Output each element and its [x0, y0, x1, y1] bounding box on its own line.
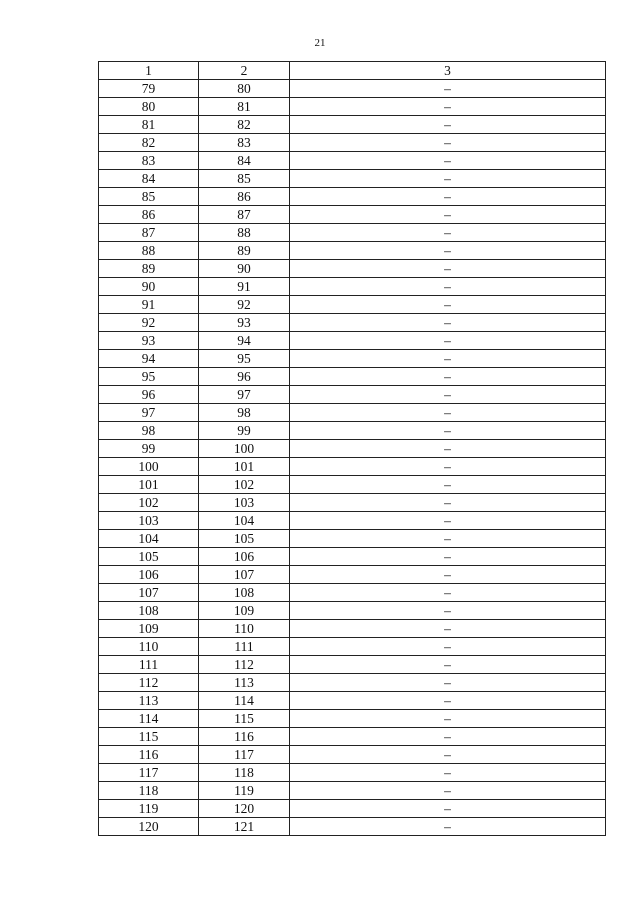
table-row [99, 584, 606, 602]
table-cell-col-2: 101 [199, 458, 290, 476]
table-cell-col-3: – [290, 764, 606, 782]
table-cell-col-1: 92 [99, 314, 199, 332]
table-row [99, 422, 606, 440]
table-row [99, 296, 606, 314]
table-cell-col-1: 85 [99, 188, 199, 206]
table-cell-col-2: 120 [199, 800, 290, 818]
table-row [99, 278, 606, 296]
table-cell-col-1: 111 [99, 656, 199, 674]
table-cell-col-2: 87 [199, 206, 290, 224]
table-cell-col-3: – [290, 386, 606, 404]
table-cell-col-3: – [290, 170, 606, 188]
table-cell-col-3: – [290, 800, 606, 818]
table-cell-col-2: 107 [199, 566, 290, 584]
table-cell-col-1: 99 [99, 440, 199, 458]
table-row [99, 710, 606, 728]
table-row [99, 566, 606, 584]
table-cell-col-1: 94 [99, 350, 199, 368]
data-table [98, 61, 606, 836]
table-cell-col-1: 115 [99, 728, 199, 746]
table-row [99, 386, 606, 404]
table-cell-col-2: 118 [199, 764, 290, 782]
table-cell-col-3: – [290, 746, 606, 764]
table-cell-col-2: 83 [199, 134, 290, 152]
table-row [99, 782, 606, 800]
table-cell-col-3: – [290, 548, 606, 566]
column-header-2: 2 [199, 62, 290, 80]
table-cell-col-3: – [290, 440, 606, 458]
table-cell-col-1: 101 [99, 476, 199, 494]
table-cell-col-3: – [290, 458, 606, 476]
table-row [99, 458, 606, 476]
table-cell-col-2: 114 [199, 692, 290, 710]
table-row [99, 350, 606, 368]
table-cell-col-2: 99 [199, 422, 290, 440]
table-cell-col-2: 90 [199, 260, 290, 278]
table-cell-col-3: – [290, 134, 606, 152]
table-cell-col-2: 97 [199, 386, 290, 404]
table-row [99, 530, 606, 548]
table-row [99, 404, 606, 422]
table-cell-col-3: – [290, 566, 606, 584]
table-cell-col-1: 109 [99, 620, 199, 638]
table-cell-col-1: 119 [99, 800, 199, 818]
table-cell-col-2: 103 [199, 494, 290, 512]
table-cell-col-3: – [290, 350, 606, 368]
table-cell-col-2: 95 [199, 350, 290, 368]
table-cell-col-3: – [290, 602, 606, 620]
table-cell-col-1: 84 [99, 170, 199, 188]
table-cell-col-1: 116 [99, 746, 199, 764]
table-cell-col-3: – [290, 710, 606, 728]
table-cell-col-3: – [290, 332, 606, 350]
table-cell-col-1: 89 [99, 260, 199, 278]
table-cell-col-2: 88 [199, 224, 290, 242]
table-cell-col-3: – [290, 512, 606, 530]
table-cell-col-3: – [290, 584, 606, 602]
table-cell-col-2: 100 [199, 440, 290, 458]
table-cell-col-1: 91 [99, 296, 199, 314]
table-cell-col-2: 85 [199, 170, 290, 188]
table-row [99, 314, 606, 332]
table-row [99, 206, 606, 224]
table-cell-col-2: 106 [199, 548, 290, 566]
table-cell-col-3: – [290, 476, 606, 494]
table-cell-col-1: 79 [99, 80, 199, 98]
table-cell-col-3: – [290, 674, 606, 692]
table-cell-col-3: – [290, 260, 606, 278]
table-cell-col-1: 107 [99, 584, 199, 602]
table-cell-col-3: – [290, 818, 606, 836]
table-cell-col-3: – [290, 530, 606, 548]
table-cell-col-1: 112 [99, 674, 199, 692]
table-cell-col-1: 95 [99, 368, 199, 386]
table-cell-col-1: 110 [99, 638, 199, 656]
table-cell-col-3: – [290, 80, 606, 98]
table-cell-col-1: 87 [99, 224, 199, 242]
table-cell-col-1: 90 [99, 278, 199, 296]
table-cell-col-3: – [290, 692, 606, 710]
table-cell-col-2: 98 [199, 404, 290, 422]
table-cell-col-3: – [290, 422, 606, 440]
table-cell-col-2: 86 [199, 188, 290, 206]
table-cell-col-1: 120 [99, 818, 199, 836]
table-row [99, 152, 606, 170]
table-cell-col-2: 113 [199, 674, 290, 692]
table-cell-col-3: – [290, 656, 606, 674]
table-row [99, 440, 606, 458]
table-row [99, 170, 606, 188]
table-cell-col-2: 112 [199, 656, 290, 674]
table-cell-col-2: 96 [199, 368, 290, 386]
table-cell-col-3: – [290, 782, 606, 800]
table-row [99, 692, 606, 710]
table-cell-col-1: 103 [99, 512, 199, 530]
table-row [99, 548, 606, 566]
table-row [99, 242, 606, 260]
table-row [99, 746, 606, 764]
table-cell-col-2: 104 [199, 512, 290, 530]
table-cell-col-2: 92 [199, 296, 290, 314]
table-cell-col-1: 97 [99, 404, 199, 422]
table-row [99, 80, 606, 98]
table-cell-col-1: 114 [99, 710, 199, 728]
table-cell-col-2: 94 [199, 332, 290, 350]
table-cell-col-2: 109 [199, 602, 290, 620]
table-row [99, 260, 606, 278]
table-row [99, 764, 606, 782]
table-cell-col-2: 81 [199, 98, 290, 116]
table-cell-col-1: 98 [99, 422, 199, 440]
table-cell-col-2: 119 [199, 782, 290, 800]
table-cell-col-1: 104 [99, 530, 199, 548]
table-cell-col-1: 83 [99, 152, 199, 170]
page-number: 21 [314, 37, 326, 49]
table-row [99, 116, 606, 134]
table-cell-col-3: – [290, 494, 606, 512]
table-row [99, 98, 606, 116]
table-cell-col-2: 82 [199, 116, 290, 134]
table-row [99, 368, 606, 386]
table-cell-col-3: – [290, 404, 606, 422]
table-cell-col-3: – [290, 638, 606, 656]
table-row [99, 224, 606, 242]
table-cell-col-1: 102 [99, 494, 199, 512]
table-cell-col-1: 106 [99, 566, 199, 584]
table-cell-col-3: – [290, 116, 606, 134]
table-cell-col-2: 111 [199, 638, 290, 656]
table-cell-col-2: 116 [199, 728, 290, 746]
table-cell-col-2: 117 [199, 746, 290, 764]
table-cell-col-2: 89 [199, 242, 290, 260]
table-cell-col-2: 105 [199, 530, 290, 548]
table-row [99, 134, 606, 152]
table-row [99, 512, 606, 530]
table-cell-col-1: 93 [99, 332, 199, 350]
table-cell-col-3: – [290, 620, 606, 638]
table-row [99, 188, 606, 206]
table-cell-col-1: 105 [99, 548, 199, 566]
table-row [99, 674, 606, 692]
table-row [99, 494, 606, 512]
table-cell-col-1: 108 [99, 602, 199, 620]
table-cell-col-2: 110 [199, 620, 290, 638]
table-cell-col-1: 86 [99, 206, 199, 224]
table-row [99, 476, 606, 494]
table-cell-col-3: – [290, 98, 606, 116]
table-cell-col-2: 84 [199, 152, 290, 170]
table-row [99, 818, 606, 836]
table-cell-col-2: 121 [199, 818, 290, 836]
table-cell-col-3: – [290, 188, 606, 206]
column-header-3: 3 [290, 62, 606, 80]
table-row [99, 620, 606, 638]
table-cell-col-1: 96 [99, 386, 199, 404]
table-cell-col-1: 113 [99, 692, 199, 710]
table-body [99, 80, 606, 836]
table-cell-col-1: 81 [99, 116, 199, 134]
table-row [99, 800, 606, 818]
table-cell-col-2: 80 [199, 80, 290, 98]
table-row [99, 656, 606, 674]
table-cell-col-2: 102 [199, 476, 290, 494]
table-cell-col-1: 82 [99, 134, 199, 152]
table-cell-col-3: – [290, 206, 606, 224]
column-header-1: 1 [99, 62, 199, 80]
table-cell-col-3: – [290, 314, 606, 332]
table-cell-col-2: 93 [199, 314, 290, 332]
table-cell-col-1: 80 [99, 98, 199, 116]
table-cell-col-1: 117 [99, 764, 199, 782]
table-cell-col-3: – [290, 152, 606, 170]
table-cell-col-3: – [290, 368, 606, 386]
table-cell-col-2: 115 [199, 710, 290, 728]
table-row [99, 332, 606, 350]
table-header-row [99, 62, 606, 80]
table-cell-col-3: – [290, 242, 606, 260]
table-cell-col-2: 108 [199, 584, 290, 602]
table-cell-col-1: 88 [99, 242, 199, 260]
table-row [99, 728, 606, 746]
table-cell-col-1: 100 [99, 458, 199, 476]
table-cell-col-1: 118 [99, 782, 199, 800]
table-cell-col-3: – [290, 224, 606, 242]
table-cell-col-3: – [290, 728, 606, 746]
table-cell-col-2: 91 [199, 278, 290, 296]
table-cell-col-3: – [290, 296, 606, 314]
table-cell-col-3: – [290, 278, 606, 296]
table-row [99, 638, 606, 656]
table-row [99, 602, 606, 620]
